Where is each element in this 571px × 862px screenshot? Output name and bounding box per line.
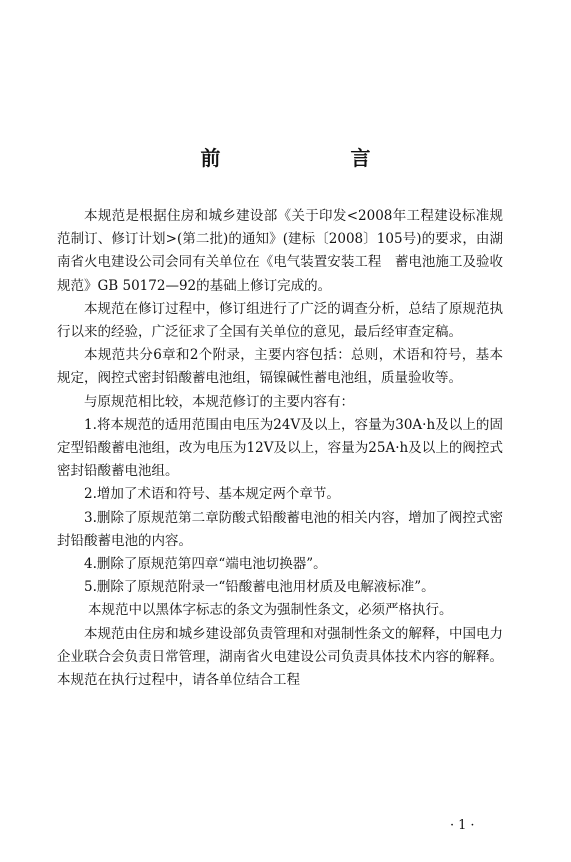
paragraph-revision-process: 本规范在修订过程中，修订组进行了广泛的调查分析，总结了原规范执行以来的经验，广泛征求了全国有关单位的意见，最后经审查定稿。	[57, 300, 503, 341]
paragraph-basis: 本规范是根据住房和城乡建设部《关于印发<2008年工程建设标准规范制订、修订计划>(第二批)的通知》(建标〔2008〕105号)的要求，由湖南省火电建设公司会同有关单位在《电气装置安装工程 蓄电池施工及验收规范》GB 50172—92的基础上修订完成的。	[57, 208, 503, 294]
paragraph-administration: 本规范由住房和城乡建设部负责管理和对强制性条文的解释，中国电力企业联合会负责日常管理，湖南省火电建设公司负责具体技术内容的解释。本规范在执行过程中，请各单位结合工程	[57, 625, 503, 689]
paragraph-contents-overview: 本规范共分6章和2个附录，主要内容包括：总则，术语和符号，基本规定，阀控式密封铅酸蓄电池组，镉镍碱性蓄电池组，质量验收等。	[57, 347, 503, 387]
paragraph-change-2: 2.增加了术语和符号、基本规定两个章节。	[84, 486, 340, 503]
preface-body	[57, 205, 503, 692]
paragraph-changes-intro: 与原规范相比较，本规范修订的主要内容有：	[84, 393, 354, 410]
paragraph-change-5: 5.删除了原规范附录一“铅酸蓄电池用材质及电解液标准”。	[84, 579, 435, 596]
paragraph-change-3: 3.删除了原规范第二章防酸式铅酸蓄电池的相关内容，增加了阀控式密封铅酸蓄电池的内容。	[57, 509, 503, 549]
page-title: 前 言	[200, 146, 401, 170]
paragraph-change-4: 4.删除了原规范第四章“端电池切换器”。	[84, 556, 327, 573]
page-number: ·1·	[450, 818, 479, 833]
paragraph-change-1: 1.将本规范的适用范围由电压为24V及以上，容量为30A·h及以上的固定型铅酸蓄电池组，改为电压为12V及以上，容量为25A·h及以上的阀控式密封铅酸蓄电池组。	[57, 416, 503, 480]
paragraph-mandatory-clauses: 本规范中以黑体字标志的条文为强制性条文，必须严格执行。	[88, 602, 453, 619]
